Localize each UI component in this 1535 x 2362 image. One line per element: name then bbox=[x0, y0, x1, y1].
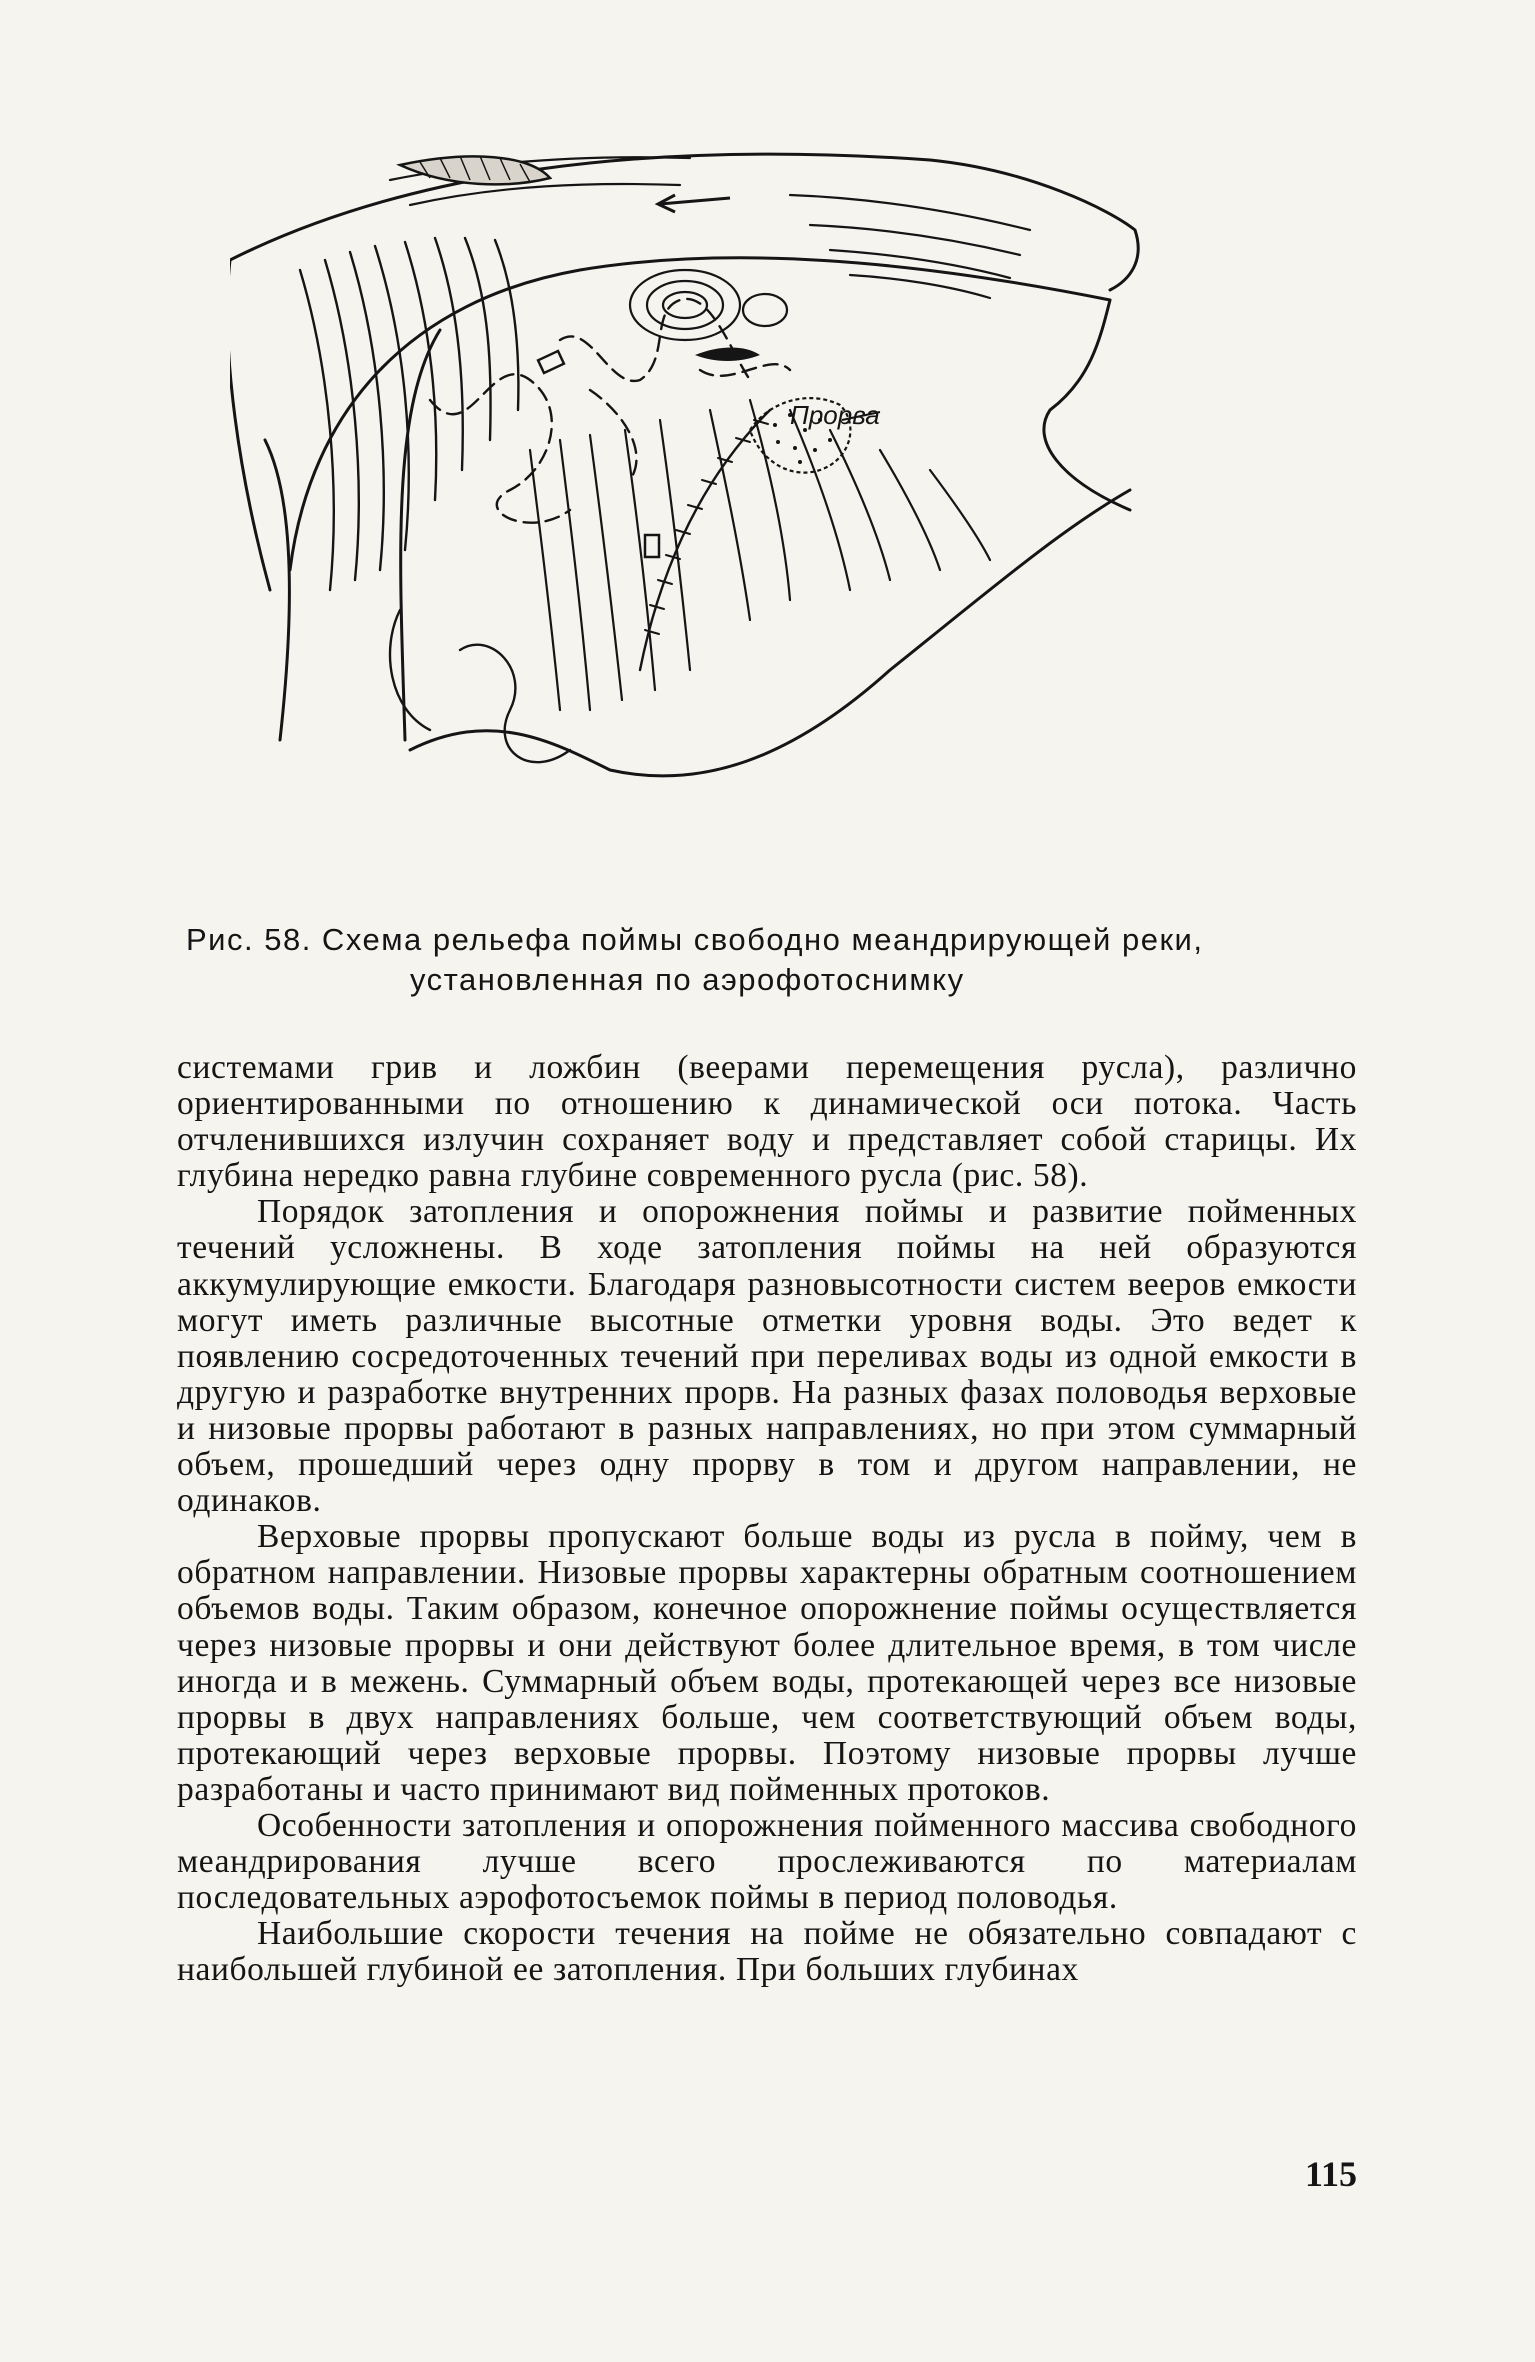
label-prorva: Прорва bbox=[790, 400, 880, 430]
floodplain-bottom bbox=[410, 490, 1130, 776]
figure-caption bbox=[186, 920, 1366, 1000]
right-bank-edge bbox=[1044, 300, 1130, 510]
paragraph-5: Наибольшие скорости течения на пойме не обязательно совпадают с наибольшей глубиной ее затопления. При больших глубинах bbox=[177, 1915, 1357, 1989]
caption-line-1: Рис. 58. Схема рельефа поймы свободно меандрирующей реки, bbox=[186, 922, 1204, 957]
page-number: 115 bbox=[1304, 2154, 1357, 2194]
paragraph-2: Порядок затопления и опорожнения поймы и развитие пойменных течений усложнены. В ходе затопления поймы на ней образуются аккумулирующие емкости. Благодаря разновысотности систем вееров емкости могут иметь различные высотные отметки уровня воды. Это ведет к появлению сосредоточенных течений при переливах воды из одной емкости в другую и разработке внутренних прорв. На разных фазах половодья верховые и низовые прорвы работают в разных направлениях, но при этом суммарный объем, прошедший через одну прорву в том и другом направлении, не одинаков. bbox=[177, 1193, 1357, 1520]
meander-loops bbox=[630, 270, 787, 340]
hatched-bar-small bbox=[695, 348, 760, 362]
marker-rect-2 bbox=[645, 535, 659, 557]
scroll-bar-fan-right bbox=[530, 400, 990, 710]
marker-rect-1 bbox=[538, 351, 564, 373]
paragraph-1: системами грив и ложбин (веерами перемещения русла), различно ориентированными по отношению к динамической оси потока. Часть отчленившихся излучин сохраняет воду и представляет собой старицы. Их глубина нередко равна глубине современного русла (рис. 58). bbox=[177, 1049, 1357, 1195]
paragraph-3: Верховые прорвы пропускают больше воды из русла в пойму, чем в обратном направлении. Низовые прорвы характерны обратным соотношением объемов воды. Таким образом, конечное опорожнение поймы осуществляется через низовые прорвы и они действуют более длительное время, в том числе иногда и в межень. Суммарный объем воды, протекающей через все низовые прорвы в двух направлениях больше, чем соответствующий объем воды, протекающий через верховые прорвы. Поэтому низовые прорвы лучше разработаны и часто принимают вид пойменных протоков. bbox=[177, 1518, 1357, 1808]
body-text bbox=[177, 1050, 1357, 1988]
left-bank-outer bbox=[230, 260, 270, 590]
flow-direction-arrow bbox=[658, 195, 730, 212]
sand-bar-hatched bbox=[400, 156, 550, 184]
scroll-bar-fan-left bbox=[300, 238, 518, 590]
paragraph-4: Особенности затопления и опорожнения пойменного массива свободного меандрирования лучше всего прослеживаются по материалам последовательных аэрофотосъемок поймы в период половодья. bbox=[177, 1806, 1357, 1917]
oxbow-lower-2 bbox=[390, 610, 430, 730]
abandoned-channels bbox=[430, 299, 790, 523]
figure-58-floodplain-relief-diagram bbox=[230, 150, 1350, 910]
floodplain-schematic bbox=[230, 150, 1350, 910]
caption-line-2: установленная по аэрофотоснимку bbox=[410, 962, 965, 997]
